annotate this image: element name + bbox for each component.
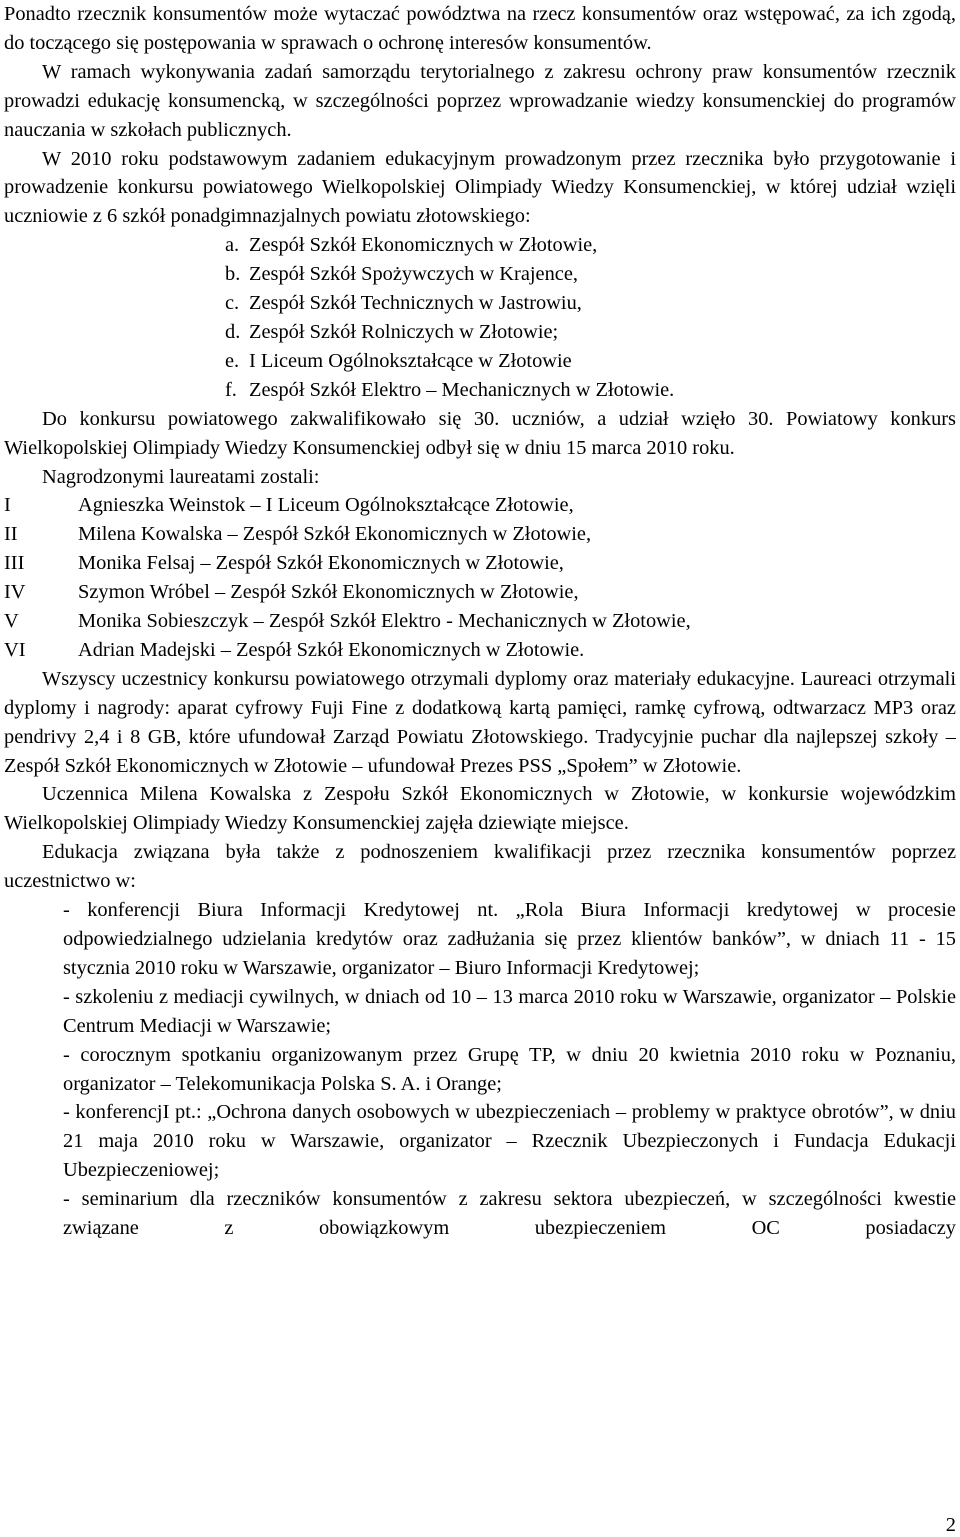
- schools-list: [4, 231, 956, 404]
- list-item: c. Zespół Szkół Technicznych w Jastrowiu,: [225, 292, 582, 315]
- paragraph-olympiad: W 2010 roku podstawowym zadaniem edukacyjnym prowadzonym przez rzecznika było przygotowanie i prowadzenie konkursu powiatowego Wielkopolskiej Olimpiady Wiedzy Konsumenckiej, w której udział wzięli uczniowie z 6 szkół ponadgimnazjalnych powiatu złotowskiego:: [4, 147, 956, 228]
- list-item: - konferencjI pt.: „Ochrona danych osobowych w ubezpieczeniach – problemy w praktyce obrotów”, w dniu 21 maja 2010 roku w Warszawie, organizator – Rzecznik Ubezpieczonych i Fundacja Edukacji Ubezpieczeniowej;: [63, 1101, 956, 1182]
- list-item: a. Zespół Szkół Ekonomicznych w Złotowie,: [225, 234, 598, 257]
- laureates-list: [4, 491, 956, 664]
- document-page: [4, 0, 956, 1243]
- trainings-list: [4, 896, 956, 1243]
- paragraph-lawsuits: Ponadto rzecznik konsumentów może wytaczać powództwa na rzecz konsumentów oraz wstępować, za ich zgodą, do toczącego się postępowania w sprawach o ochronę interesów konsumentów.: [4, 3, 956, 54]
- page-number: 2: [945, 1514, 956, 1536]
- list-item: VI Adrian Madejski – Zespół Szkół Ekonomicznych w Złotowie.: [4, 638, 585, 661]
- list-item: I Agnieszka Weinstok – I Liceum Ogólnokształcące Złotowie,: [4, 494, 574, 517]
- paragraph-education: W ramach wykonywania zadań samorządu terytorialnego z zakresu ochrony praw konsumentów rzecznik prowadzi edukację konsumencką, w szczególności poprzez wprowadzanie wiedzy konsumenckiej do programów nauczania w szkołach publicznych.: [4, 60, 956, 141]
- list-item: V Monika Sobieszczyk – Zespół Szkół Elektro - Mechanicznych w Złotowie,: [4, 610, 691, 633]
- paragraph-prizes: Wszyscy uczestnicy konkursu powiatowego otrzymali dyplomy oraz materiały edukacyjne. Laureaci otrzymali dyplomy i nagrody: aparat cyfrowy Fuji Fine z dodatkową kartą pamięci, ramkę cyfrową, odtwarzacz MP3 oraz pendrivy 2,4 i 8 GB, które ufundował Zarząd Powiatu Złotowskiego. Tradycyjnie puchar dla najlepszej szkoły – Zespół Szkół Ekonomicznych w Złotowie – ufundował Prezes PSS „Społem” w Złotowie.: [4, 667, 956, 777]
- laureates-intro: Nagrodzonymi laureatami zostali:: [42, 465, 320, 488]
- paragraph-qualified: Do konkursu powiatowego zakwalifikowało się 30. uczniów, a udział wzięło 30. Powiatowy konkurs Wielkopolskiej Olimpiady Wiedzy Konsumenckiej odbył się w dniu 15 marca 2010 roku.: [4, 407, 956, 459]
- list-item: f. Zespół Szkół Elektro – Mechanicznych w Złotowie.: [225, 378, 675, 401]
- list-item: - szkoleniu z mediacji cywilnych, w dniach od 10 – 13 marca 2010 roku w Warszawie, organizator – Polskie Centrum Mediacji w Warszawie;: [63, 985, 956, 1037]
- list-item: - konferencji Biura Informacji Kredytowej nt. „Rola Biura Informacji kredytowej w procesie odpowiedzialnego udzielania kredytów oraz zadłużania się przez klientów banków”, w dniach 11 - 15 stycznia 2010 roku w Warszawie, organizator – Biuro Informacji Kredytowej;: [63, 899, 956, 979]
- list-item: III Monika Felsaj – Zespół Szkół Ekonomicznych w Złotowie,: [4, 552, 564, 575]
- list-item: e. I Liceum Ogólnokształcące w Złotowie: [225, 349, 572, 372]
- paragraph-qualifications: Edukacja związana była także z podnoszeniem kwalifikacji przez rzecznika konsumentów poprzez uczestnictwo w:: [4, 841, 956, 893]
- list-item: b. Zespół Szkół Spożywczych w Krajence,: [225, 263, 578, 286]
- list-item: d. Zespół Szkół Rolniczych w Złotowie;: [225, 320, 559, 343]
- list-item: - corocznym spotkaniu organizowanym przez Grupę TP, w dniu 20 kwietnia 2010 roku w Poznaniu, organizator – Telekomunikacja Polska S. A. i Orange;: [63, 1043, 956, 1095]
- list-item: - seminarium dla rzeczników konsumentów z zakresu sektora ubezpieczeń, w szczególności kwestie związane z obowiązkowym ubezpieczeniem OC posiadaczy: [63, 1188, 956, 1240]
- list-item: IV Szymon Wróbel – Zespół Szkół Ekonomicznych w Złotowie,: [4, 581, 579, 604]
- paragraph-ninth-place: Uczennica Milena Kowalska z Zespołu Szkół Ekonomicznych w Złotowie, w konkursie wojewódzkim Wielkopolskiej Olimpiady Wiedzy Konsumenckiej zajęła dziewiąte miejsce.: [4, 783, 956, 835]
- list-item: II Milena Kowalska – Zespół Szkół Ekonomicznych w Złotowie,: [4, 523, 592, 546]
